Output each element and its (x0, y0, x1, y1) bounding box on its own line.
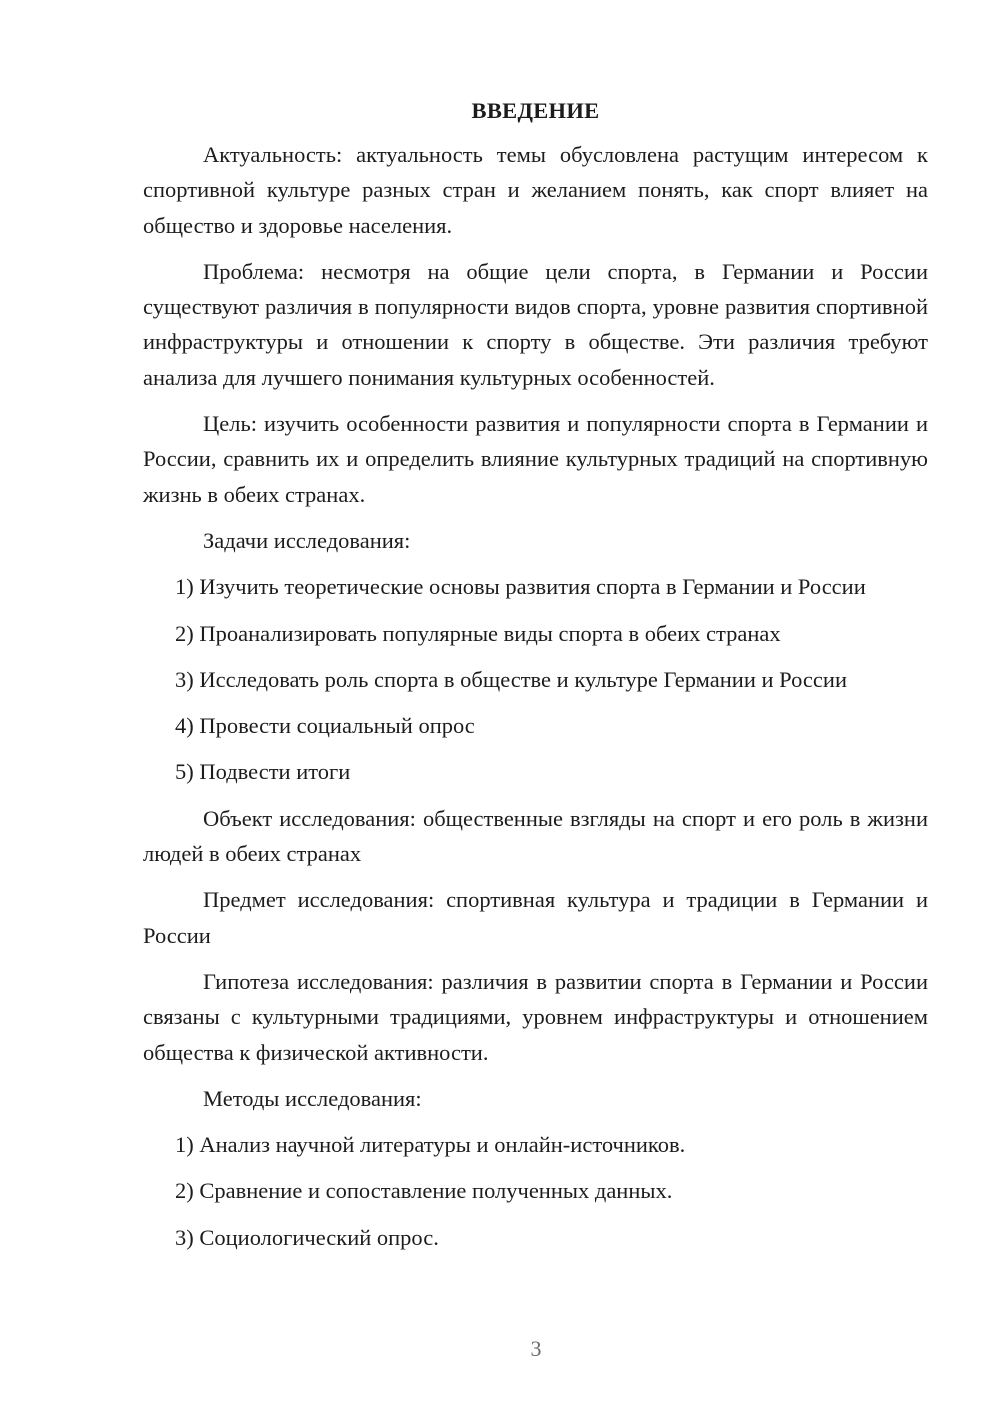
method-item: 3) Социологический опрос. (175, 1224, 439, 1250)
method-item: 1) Анализ научной литературы и онлайн-источников. (175, 1132, 686, 1158)
task-item: 1) Изучить теоретические основы развития спорта в Германии и России (175, 574, 866, 600)
paragraph-problem: Проблема: несмотря на общие цели спорта, в Германии и России существуют различия в популярности видов спорта, уровне развития спортивной инфраструктуры и отношении к спорту в обществе. Эти различия требуют анализа для лучшего понимания культурных особенностей. (143, 258, 928, 390)
section-title: ВВЕДЕНИЕ (471, 98, 600, 123)
task-item: 4) Провести социальный опрос (175, 713, 475, 739)
page-content (143, 95, 928, 1266)
methods-heading: Методы исследования: (203, 1085, 422, 1111)
tasks-heading: Задачи исследования: (203, 527, 411, 553)
task-item: 3) Исследовать роль спорта в обществе и культуре Германии и России (175, 666, 847, 692)
method-item: 2) Сравнение и сопоставление полученных данных. (175, 1178, 673, 1204)
page-number: 3 (530, 1336, 542, 1361)
paragraph-goal: Цель: изучить особенности развития и популярности спорта в Германии и России, сравнить их и определить влияние культурных традиций на спортивную жизнь в обеих странах. (143, 411, 928, 507)
paragraph-object: Объект исследования: общественные взгляды на спорт и его роль в жизни людей в обеих странах (143, 805, 928, 867)
task-item: 5) Подвести итоги (175, 759, 351, 785)
paragraph-subject: Предмет исследования: спортивная культура и традиции в Германии и России (143, 887, 928, 948)
paragraph-hypothesis: Гипотеза исследования: различия в развитии спорта в Германии и России связаны с культурными традициями, уровнем инфраструктуры и отношением общества к физической активности. (143, 968, 928, 1065)
paragraph-relevance: Актуальность: актуальность темы обусловлена растущим интересом к спортивной культуре разных стран и желанием понять, как спорт влияет на общество и здоровье населения. (143, 142, 928, 238)
task-item: 2) Проанализировать популярные виды спорта в обеих странах (175, 620, 781, 646)
